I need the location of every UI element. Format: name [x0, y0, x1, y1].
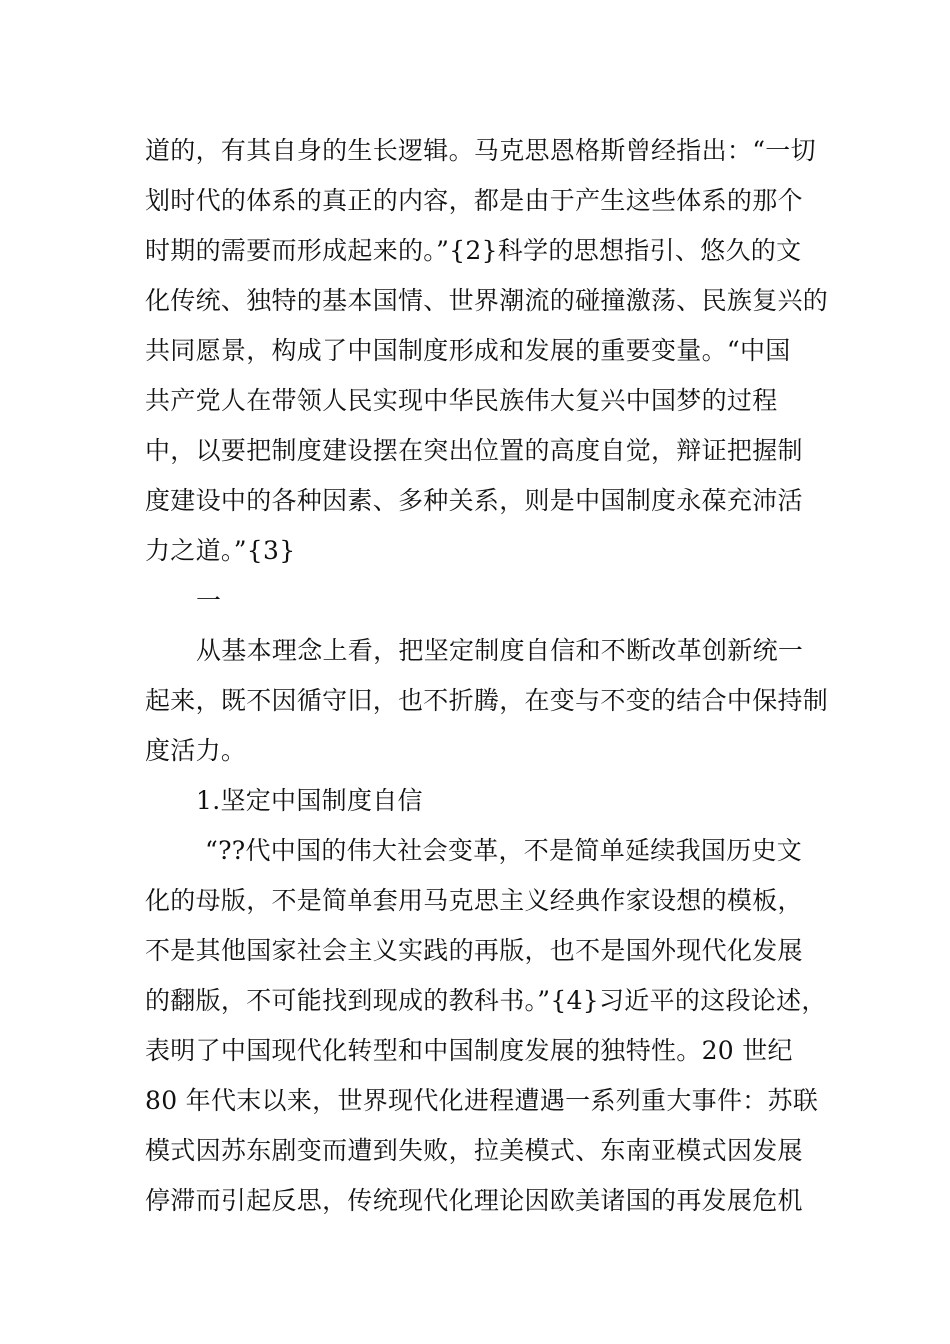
text-line: 中，以要把制度建设摆在突出位置的高度自觉，辩证把握制	[145, 436, 803, 465]
text-line: 力之道。”{3}	[145, 536, 296, 565]
text-line: 时期的需要而形成起来的。”{2}科学的思想指引、悠久的文	[145, 236, 802, 265]
text-line: 度建设中的各种因素、多种关系，则是中国制度永葆充沛活	[145, 486, 803, 515]
text-line: 不是其他国家社会主义实践的再版，也不是国外现代化发展	[145, 936, 803, 965]
text-line: 的翻版，不可能找到现成的教科书。”{4}习近平的这段论述，	[145, 986, 827, 1015]
text-line: 度活力。	[145, 736, 247, 765]
text-line: “??代中国的伟大社会变革，不是简单延续我国历史文	[205, 836, 803, 865]
text-line: 表明了中国现代化转型和中国制度发展的独特性。20 世纪	[145, 1036, 793, 1065]
text-line: 从基本理念上看，把坚定制度自信和不断改革创新统一	[196, 636, 804, 665]
text-line: 共产党人在带领人民实现中华民族伟大复兴中国梦的过程	[145, 386, 778, 415]
text-line: 化传统、独特的基本国情、世界潮流的碰撞激荡、民族复兴的	[145, 286, 829, 315]
text-line: 起来，既不因循守旧，也不折腾，在变与不变的结合中保持制	[145, 686, 829, 715]
text-line: 化的母版，不是简单套用马克思主义经典作家设想的模板，	[145, 886, 803, 915]
text-line: 停滞而引起反思，传统现代化理论因欧美诸国的再发展危机	[145, 1186, 803, 1215]
text-line: 划时代的体系的真正的内容，都是由于产生这些体系的那个	[145, 186, 803, 215]
section-heading: 一	[196, 586, 222, 615]
text-line: 模式因苏东剧变而遭到失败，拉美模式、东南亚模式因发展	[145, 1136, 803, 1165]
subsection-heading: 1.坚定中国制度自信	[196, 786, 423, 815]
text-line: 道的，有其自身的生长逻辑。马克思恩格斯曾经指出：“一切	[145, 136, 816, 165]
text-line: 共同愿景，构成了中国制度形成和发展的重要变量。“中国	[145, 336, 791, 365]
text-line: 80 年代末以来，世界现代化进程遭遇一系列重大事件：苏联	[145, 1086, 819, 1115]
